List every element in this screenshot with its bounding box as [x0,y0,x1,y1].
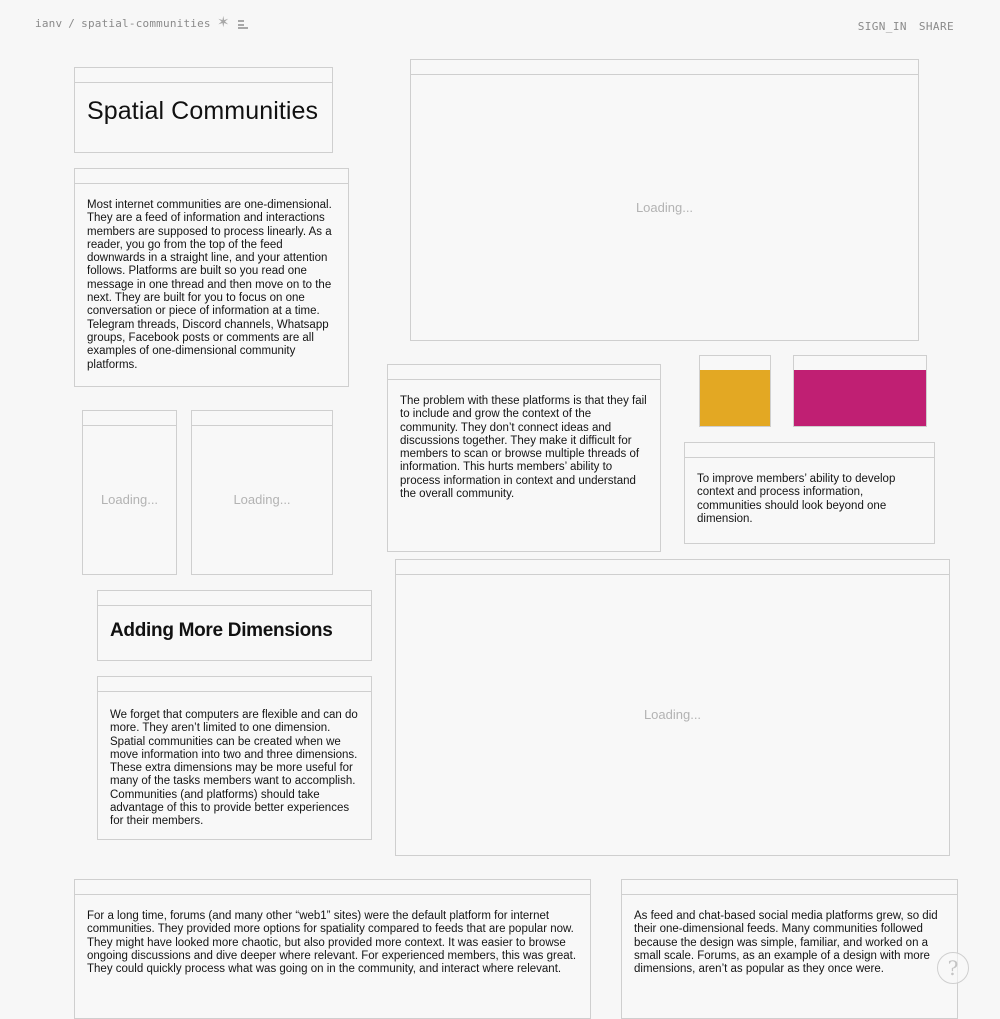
card-handle[interactable] [98,677,371,692]
yellow-swatch [700,370,770,426]
card-handle[interactable] [83,411,176,426]
card-handle[interactable] [388,365,660,380]
breadcrumb-separator: / [68,17,76,30]
title-card[interactable] [74,67,333,153]
loading-text: Loading... [643,707,702,722]
card-handle[interactable] [411,60,918,75]
section-heading: Adding More Dimensions [110,620,333,641]
sign-in-button[interactable]: SIGN_IN [857,20,907,33]
embed-card-small-2[interactable] [191,410,333,575]
feeds-card[interactable] [621,879,958,1019]
loading-text: Loading... [233,492,291,507]
card-handle[interactable] [98,591,371,606]
page-title: Spatial Communities [87,97,319,125]
embed-card-top[interactable] [410,59,919,341]
problem-card[interactable] [387,364,661,552]
forums-card[interactable] [74,879,591,1019]
embed-card-small-1[interactable] [82,410,177,575]
share-button[interactable]: SHARE [918,20,954,33]
card-handle[interactable] [192,411,332,426]
star-icon[interactable]: ✶ [217,14,230,31]
card-handle[interactable] [794,356,926,371]
swatch-card-magenta[interactable] [793,355,927,427]
intro-card[interactable] [74,168,349,387]
loading-text: Loading... [100,492,159,507]
improve-card[interactable] [684,442,935,544]
list-icon[interactable] [238,20,248,30]
problem-text: The problem with these platforms is that they fail to include and grow the context of the community. They don’t connect ideas and discussions together. They make it difficult for members to scan or browse multiple threads of information. This hurts members’ ability to process information in context and understand the overall community. [400,395,647,501]
feeds-text: As feed and chat-based social media platforms grew, so did their one-dimensional feeds. Many communities followed because the design was simple, familiar, and worked on a small scale. Forums, as an example of a design with more dimensions, aren’t as popular as they once were. [634,910,938,976]
breadcrumb-page[interactable]: spatial-communities [81,17,211,30]
intro-text: Most internet communities are one-dimensional. They are a feed of information and interactions members are supposed to process linearly. As a reader, you go from the top of the feed downwards in a straight line, and your attention follows. Platforms are built so you read one message in one thread and then move on to the next. They are built for you to focus on one conversation or piece of information at a time. Telegram threads, Discord channels, Whatsapp groups, Facebook posts or comments are all examples of one-dimensional community platforms. [87,199,332,371]
help-button[interactable]: ? [937,952,969,984]
card-handle[interactable] [75,880,590,895]
card-handle[interactable] [75,68,332,83]
card-handle[interactable] [396,560,949,575]
forums-text: For a long time, forums (and many other “web1” sites) were the default platform for internet communities. They provided more options for spatiality compared to feeds that are popular now. They might have looked more chaotic, but also provided more context. It was easier to browse ongoing discussions and dive deeper where relevant. For experienced members, this was great. They could quickly process what was going on in the community, and interact where relevant. [87,910,577,976]
top-actions [846,20,954,33]
top-bar [0,0,1000,50]
card-handle[interactable] [75,169,348,184]
loading-text: Loading... [635,199,694,215]
breadcrumb-user[interactable]: ianv [35,17,63,30]
card-handle[interactable] [700,356,770,371]
magenta-swatch [794,370,926,426]
dimensions-card[interactable] [97,676,372,840]
swatch-card-yellow[interactable] [699,355,771,427]
heading-card[interactable] [97,590,372,661]
card-handle[interactable] [685,443,934,458]
card-handle[interactable] [622,880,957,895]
embed-card-middle[interactable] [395,559,950,856]
breadcrumb [35,17,211,30]
improve-text: To improve members’ ability to develop context and process information, communities should look beyond one dimension. [697,473,896,525]
dimensions-text: We forget that computers are flexible and can do more. They aren’t limited to one dimension. Spatial communities can be created when we move information into two and three dimensions. These extra dimensions may be more useful for many of the tasks members want to accomplish. Communities (and platforms) should take advantage of this to provide better experiences for their members. [110,709,358,828]
